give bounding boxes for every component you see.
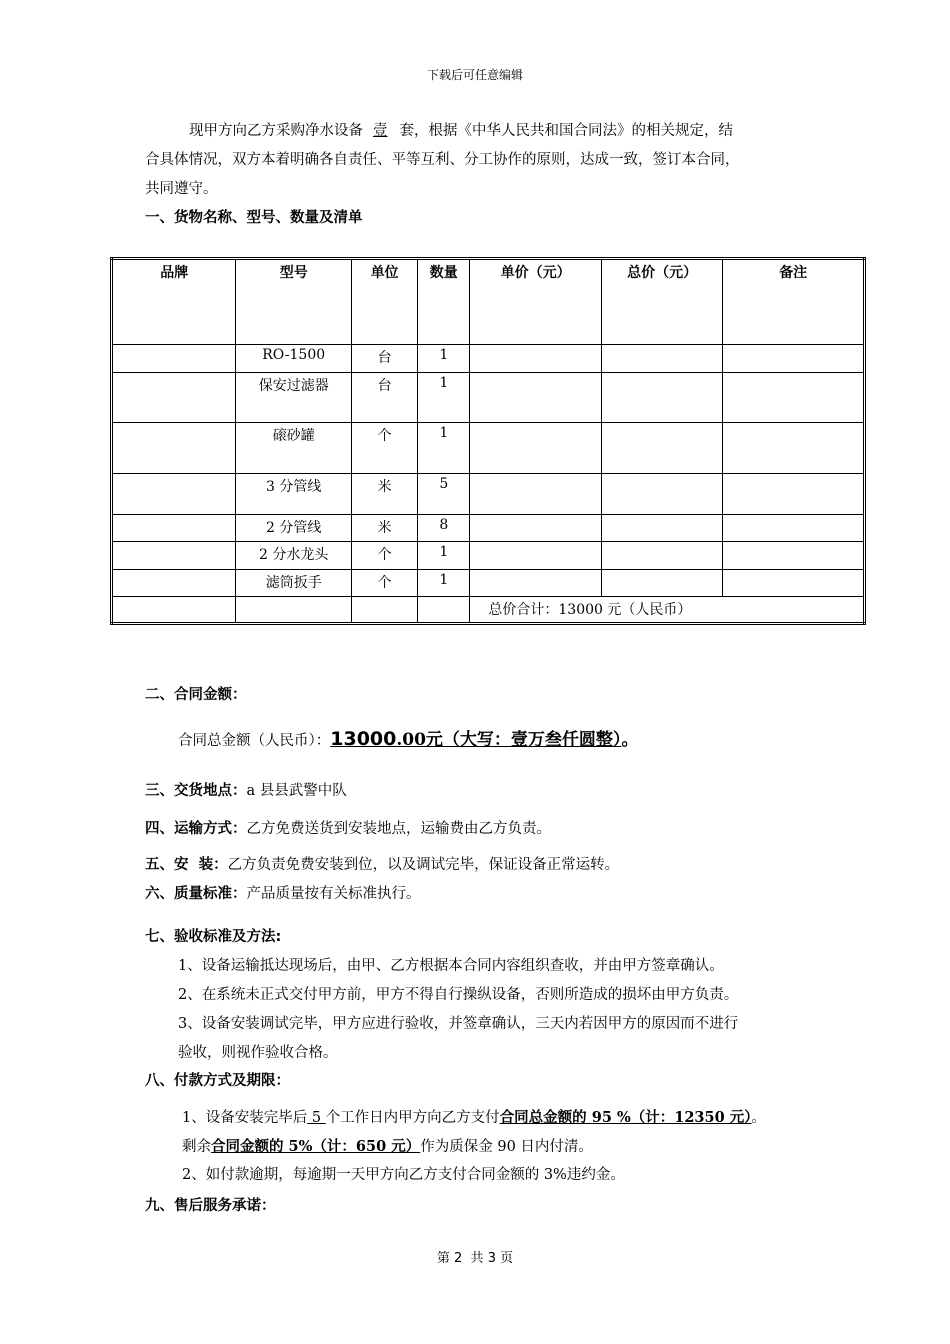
cell-unit-price xyxy=(470,423,602,473)
section-8-item-1 xyxy=(182,1106,766,1127)
cell-brand xyxy=(112,423,236,473)
col-header-remarks: 备注 xyxy=(723,259,865,345)
table-row xyxy=(112,473,865,514)
cell-unit: 米 xyxy=(351,473,417,514)
cell-unit-price xyxy=(470,373,602,423)
section-5-text: 乙方负责免费安装到位，以及调试完毕，保证设备正常运转。 xyxy=(227,857,620,873)
cell-remarks xyxy=(723,423,865,473)
cell-qty: 1 xyxy=(418,423,470,473)
cell-total-price xyxy=(601,473,722,514)
cell-model: RO-1500 xyxy=(236,345,351,373)
contract-amount-line xyxy=(178,725,638,750)
cell-unit-price xyxy=(470,473,602,514)
cell-brand xyxy=(112,373,236,423)
section-5 xyxy=(145,853,619,874)
section-7-item-3: 3、设备安装调试完毕，甲方应进行验收，并签章确认，三天内若因甲方的原因而不进行 xyxy=(178,1016,739,1032)
cell-brand xyxy=(112,345,236,373)
retention-text-post: 作为质保金 90 日内付清。 xyxy=(420,1139,593,1155)
cell-unit: 米 xyxy=(351,514,417,541)
col-header-qty: 数量 xyxy=(418,259,470,345)
col-header-unit-price: 单价（元） xyxy=(470,259,602,345)
contract-amount-label: 合同总金额（人民币）： xyxy=(178,733,331,749)
cell-total-price xyxy=(601,569,722,596)
cell-total-price xyxy=(601,373,722,423)
cell-model: 滤筒扳手 xyxy=(236,569,351,596)
col-header-brand: 品牌 xyxy=(112,259,236,345)
table-total-row xyxy=(112,596,865,623)
cell-qty: 1 xyxy=(418,569,470,596)
section-2-title: 二、合同金额： xyxy=(145,687,247,703)
cell-brand xyxy=(112,514,236,541)
section-6 xyxy=(145,882,421,903)
cell-brand xyxy=(112,473,236,514)
payment-end: 。 xyxy=(751,1110,766,1126)
cell-empty xyxy=(351,596,417,623)
contract-amount-words: .00元（大写：壹万叁仟圆整） xyxy=(396,730,622,750)
section-7-item-2: 2、在系统未正式交付甲方前，甲方不得自行操纵设备，否则所造成的损坏由甲方负责。 xyxy=(178,987,739,1003)
cell-remarks xyxy=(723,373,865,423)
cell-remarks xyxy=(723,345,865,373)
section-8-title: 八、付款方式及期限： xyxy=(145,1073,290,1089)
intro-text-cont: 套，根据《中华人民共和国合同法》的相关规定，结 xyxy=(399,123,733,139)
goods-table xyxy=(110,257,866,625)
section-3-title: 三、交货地点： xyxy=(145,783,247,799)
col-header-unit: 单位 xyxy=(351,259,417,345)
cell-total-price xyxy=(601,514,722,541)
table-header-row xyxy=(112,259,865,345)
table-row xyxy=(112,541,865,569)
section-7-item-1: 1、设备运输抵达现场后，由甲、乙方根据本合同内容组织查收，并由甲方签章确认。 xyxy=(178,958,724,974)
section-4-text: 乙方免费送货到安装地点，运输费由乙方负责。 xyxy=(246,821,551,837)
cell-unit-price xyxy=(470,541,602,569)
cell-remarks xyxy=(723,514,865,541)
intro-line-1 xyxy=(189,119,733,140)
cell-unit-price xyxy=(470,514,602,541)
payment-text: 1、设备安装完毕后 xyxy=(182,1110,308,1126)
table-row xyxy=(112,373,865,423)
section-8-item-2: 2、如付款逾期，每逾期一天甲方向乙方支付合同金额的 3%违约金。 xyxy=(182,1167,625,1183)
cell-model: 保安过滤器 xyxy=(236,373,351,423)
section-5-title: 五、安 装： xyxy=(145,857,228,873)
cell-empty xyxy=(112,596,236,623)
intro-line-3: 共同遵守。 xyxy=(145,181,218,197)
cell-unit: 台 xyxy=(351,345,417,373)
cell-unit: 个 xyxy=(351,423,417,473)
cell-total-price xyxy=(601,345,722,373)
contract-amount-figure: 13000 xyxy=(330,728,397,750)
retention-text: 剩余 xyxy=(182,1139,211,1155)
retention-amount: 合同金额的 5%（计：650 元） xyxy=(211,1138,421,1155)
cell-remarks xyxy=(723,569,865,596)
payment-days: 5 xyxy=(307,1110,326,1126)
intro-text: 现甲方向乙方采购净水设备 xyxy=(189,123,363,139)
section-6-text: 产品质量按有关标准执行。 xyxy=(246,886,421,902)
col-header-model: 型号 xyxy=(236,259,351,345)
cell-model: 磙砂罐 xyxy=(236,423,351,473)
cell-qty: 8 xyxy=(418,514,470,541)
intro-quantity: 壹 xyxy=(373,123,388,139)
payment-text-mid: 个工作日内甲方向乙方支付 xyxy=(325,1110,500,1126)
cell-qty: 1 xyxy=(418,541,470,569)
table-row xyxy=(112,423,865,473)
section-6-title: 六、质量标准： xyxy=(145,886,247,902)
cell-qty: 5 xyxy=(418,473,470,514)
cell-model: 2 分水龙头 xyxy=(236,541,351,569)
section-1-title: 一、货物名称、型号、数量及清单 xyxy=(145,210,363,226)
cell-unit: 个 xyxy=(351,541,417,569)
table-total: 总价合计：13000 元（人民币） xyxy=(470,596,865,623)
section-7-title: 七、验收标准及方法: xyxy=(145,929,282,945)
cell-total-price xyxy=(601,541,722,569)
cell-unit-price xyxy=(470,569,602,596)
cell-unit-price xyxy=(470,345,602,373)
cell-empty xyxy=(236,596,351,623)
contract-amount-end: 。 xyxy=(621,730,639,750)
cell-brand xyxy=(112,541,236,569)
cell-model: 3 分管线 xyxy=(236,473,351,514)
cell-unit: 个 xyxy=(351,569,417,596)
section-8-item-1-cont xyxy=(182,1135,593,1156)
col-header-total-price: 总价（元） xyxy=(601,259,722,345)
cell-total-price xyxy=(601,423,722,473)
table-row xyxy=(112,514,865,541)
cell-empty xyxy=(418,596,470,623)
page-footer: 第 2 共 3 页 xyxy=(436,1251,514,1266)
section-4 xyxy=(145,817,551,838)
payment-amount: 合同总金额的 95 %（计：12350 元） xyxy=(499,1109,752,1126)
section-4-title: 四、运输方式： xyxy=(145,821,247,837)
section-9-title: 九、售后服务承诺： xyxy=(145,1198,276,1214)
cell-brand xyxy=(112,569,236,596)
cell-unit: 台 xyxy=(351,373,417,423)
section-3 xyxy=(145,779,347,800)
cell-qty: 1 xyxy=(418,373,470,423)
cell-model: 2 分管线 xyxy=(236,514,351,541)
table-row xyxy=(112,569,865,596)
section-7-item-3-cont: 验收，则视作验收合格。 xyxy=(178,1045,338,1061)
intro-line-2: 合具体情况，双方本着明确各自责任、平等互利、分工协作的原则，达成一致，签订本合同， xyxy=(145,152,740,168)
cell-remarks xyxy=(723,541,865,569)
cell-remarks xyxy=(723,473,865,514)
section-3-text: a 县县武警中队 xyxy=(246,783,347,799)
contract-amount-value xyxy=(330,728,622,750)
table-row xyxy=(112,345,865,373)
cell-qty: 1 xyxy=(418,345,470,373)
page-header: 下载后可任意编辑 xyxy=(426,68,523,82)
